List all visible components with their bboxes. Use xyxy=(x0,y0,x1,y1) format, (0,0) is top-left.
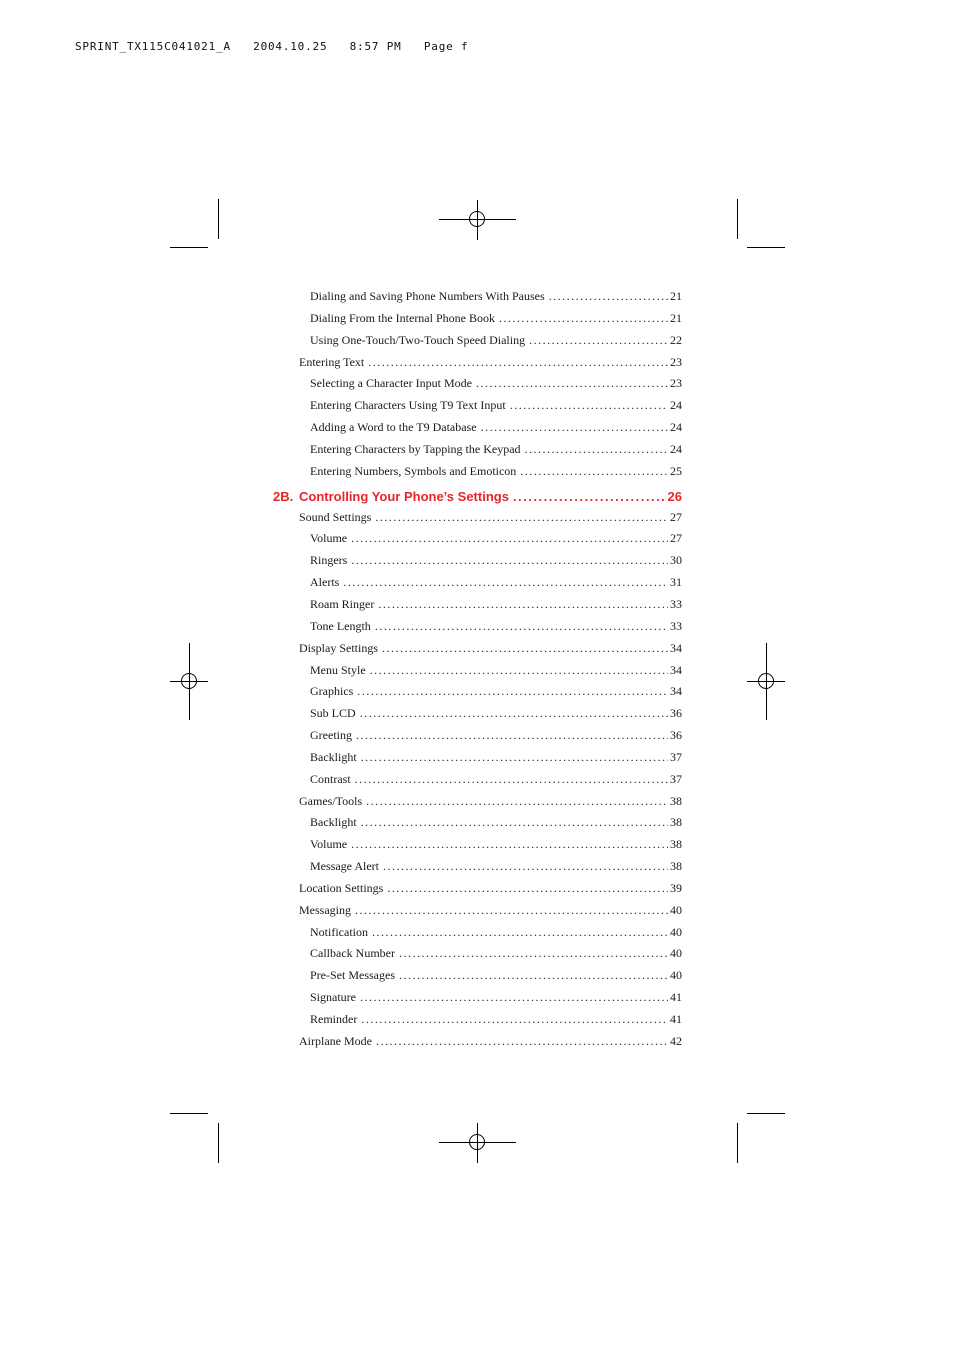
toc-subentry[interactable] xyxy=(273,528,682,550)
toc-page-number: 38 xyxy=(670,793,682,808)
toc-entry-title: Tone Length xyxy=(310,618,371,633)
toc-entry-title: Callback Number xyxy=(310,946,395,961)
toc-subentry[interactable] xyxy=(273,943,682,965)
dot-leader xyxy=(375,507,668,529)
toc-page-number: 33 xyxy=(670,596,682,611)
toc-subentry[interactable] xyxy=(273,834,682,856)
toc-entry-title: Entering Text xyxy=(299,354,365,369)
toc-page-number: 26 xyxy=(667,488,682,504)
toc-page-number: 40 xyxy=(670,902,682,917)
dot-leader xyxy=(360,987,668,1009)
toc-subentry[interactable] xyxy=(273,550,682,572)
toc-page-number: 39 xyxy=(670,880,682,895)
toc-entry-title: Notification xyxy=(310,924,368,939)
toc-page-number: 41 xyxy=(670,1012,682,1026)
dot-leader xyxy=(549,286,668,308)
dot-leader xyxy=(481,417,668,439)
dot-leader xyxy=(361,747,668,769)
dot-leader xyxy=(357,681,668,703)
toc-section-text: Controlling Your Phone’s Settings xyxy=(299,488,509,504)
toc-subentry[interactable] xyxy=(273,681,682,703)
toc-subentry[interactable] xyxy=(273,769,682,791)
toc-entry-title: Games/Tools xyxy=(299,793,363,808)
toc-entry-title: Backlight xyxy=(310,815,357,830)
toc-page-number: 21 xyxy=(670,289,682,303)
toc-page-number: 30 xyxy=(670,553,682,568)
toc-entry[interactable] xyxy=(273,352,682,374)
dot-leader xyxy=(351,834,668,856)
toc-entry-title: Adding a Word to the T9 Database xyxy=(310,420,477,435)
toc-entry-title: Entering Characters by Tapping the Keypad xyxy=(310,441,521,456)
toc-subentry[interactable] xyxy=(273,747,682,769)
table-of-contents xyxy=(273,286,682,1053)
dot-leader xyxy=(399,965,668,987)
toc-entry-title: Entering Characters Using T9 Text Input xyxy=(310,398,506,413)
toc-entry[interactable] xyxy=(273,638,682,660)
toc-page-number: 25 xyxy=(670,463,682,478)
toc-entry[interactable] xyxy=(273,878,682,900)
toc-entry-title: Greeting xyxy=(310,728,352,743)
toc-subentry[interactable] xyxy=(273,594,682,616)
toc-page-number: 41 xyxy=(670,990,682,1005)
dot-leader xyxy=(529,330,668,352)
dot-leader xyxy=(383,856,668,878)
toc-subentry[interactable] xyxy=(273,987,682,1009)
toc-page-number: 38 xyxy=(670,837,682,852)
toc-page-number: 42 xyxy=(670,1033,682,1048)
toc-entry[interactable] xyxy=(273,507,682,529)
dot-leader xyxy=(476,373,668,395)
toc-page-number: 34 xyxy=(670,684,682,699)
dot-leader xyxy=(355,900,668,922)
toc-entry-title: Backlight xyxy=(310,749,357,764)
toc-subentry[interactable] xyxy=(273,373,682,395)
toc-entry-title: Contrast xyxy=(310,771,351,786)
dot-leader xyxy=(356,725,668,747)
toc-entry-title: Dialing From the Internal Phone Book xyxy=(310,310,495,325)
toc-entry-title: Dialing and Saving Phone Numbers With Pauses xyxy=(310,289,545,303)
toc-entry-title: Selecting a Character Input Mode xyxy=(310,376,472,391)
toc-subentry[interactable] xyxy=(273,616,682,638)
toc-subentry[interactable] xyxy=(273,965,682,987)
dot-leader xyxy=(387,878,668,900)
toc-page-number: 38 xyxy=(670,815,682,830)
dot-leader xyxy=(355,769,668,791)
dot-leader xyxy=(520,461,668,483)
toc-entry-title: Menu Style xyxy=(310,662,366,677)
toc-entry-title: Messaging xyxy=(299,902,351,917)
toc-page-number: 22 xyxy=(670,332,682,347)
dot-leader xyxy=(510,395,668,417)
toc-subentry[interactable] xyxy=(273,725,682,747)
toc-entry-title: Graphics xyxy=(310,684,354,699)
dot-leader xyxy=(361,1009,668,1031)
toc-page-number: 38 xyxy=(670,859,682,874)
toc-entry-title: Using One-Touch/Two-Touch Speed Dialing xyxy=(310,332,526,347)
toc-page-number: 36 xyxy=(670,728,682,743)
toc-page-number: 24 xyxy=(670,398,682,413)
dot-leader xyxy=(368,352,668,374)
toc-entry-title: Roam Ringer xyxy=(310,596,375,611)
dot-leader xyxy=(399,943,668,965)
toc-entry-title: Ringers xyxy=(310,553,348,568)
toc-entry-title: Entering Numbers, Symbols and Emoticon xyxy=(310,463,517,478)
dot-leader xyxy=(376,1031,668,1053)
toc-entry-title: Reminder xyxy=(310,1012,358,1026)
toc-subentry[interactable] xyxy=(273,703,682,725)
toc-subentry[interactable] xyxy=(273,461,682,483)
toc-subentry[interactable] xyxy=(273,439,682,461)
dot-leader xyxy=(499,308,668,330)
toc-page-number: 23 xyxy=(670,354,682,369)
toc-page-number: 33 xyxy=(670,618,682,633)
toc-entry[interactable] xyxy=(273,900,682,922)
toc-subentry[interactable] xyxy=(273,572,682,594)
toc-page-number: 27 xyxy=(670,531,682,546)
toc-section-number: 2B. xyxy=(273,488,294,504)
toc-page-number: 23 xyxy=(670,376,682,391)
toc-entry-title: Sound Settings xyxy=(299,509,372,524)
toc-entry-title: Alerts xyxy=(310,575,340,590)
toc-page-number: 34 xyxy=(670,662,682,677)
dot-leader xyxy=(372,922,668,944)
toc-entry-title: Display Settings xyxy=(299,640,379,655)
toc-page-number: 40 xyxy=(670,946,682,961)
print-slug: SPRINT_TX115C041021_A 2004.10.25 8:57 PM Page f xyxy=(75,40,469,53)
toc-entry-title: Message Alert xyxy=(310,859,379,874)
toc-entry-title: Location Settings xyxy=(299,880,384,895)
toc-page-number: 34 xyxy=(670,640,682,655)
toc-entry-title: Volume xyxy=(310,837,348,852)
toc-subentry[interactable] xyxy=(273,286,682,308)
toc-entry-title: Pre-Set Messages xyxy=(310,968,395,983)
toc-page-number: 37 xyxy=(670,771,682,786)
toc-page-number: 27 xyxy=(670,509,682,524)
toc-subentry[interactable] xyxy=(273,330,682,352)
toc-entry-title: Airplane Mode xyxy=(299,1033,372,1048)
toc-entry-title: Sub LCD xyxy=(310,706,356,721)
dot-leader xyxy=(366,791,668,813)
dot-leader xyxy=(343,572,668,594)
toc-subentry[interactable] xyxy=(273,922,682,944)
toc-page-number: 40 xyxy=(670,924,682,939)
toc-page-number: 40 xyxy=(670,968,682,983)
toc-page-number: 24 xyxy=(670,420,682,435)
toc-subentry[interactable] xyxy=(273,660,682,682)
toc-subentry[interactable] xyxy=(273,856,682,878)
dot-leader xyxy=(375,616,668,638)
dot-leader xyxy=(361,812,668,834)
dot-leader xyxy=(378,594,668,616)
toc-page-number: 21 xyxy=(670,310,682,325)
dot-leader xyxy=(370,660,668,682)
dot-leader xyxy=(382,638,668,660)
toc-subentry[interactable] xyxy=(273,812,682,834)
toc-entry[interactable] xyxy=(273,1031,682,1053)
dot-leader xyxy=(351,528,668,550)
toc-entry[interactable] xyxy=(273,791,682,813)
toc-page-number: 24 xyxy=(670,441,682,456)
toc-subentry[interactable] xyxy=(273,1009,682,1031)
dot-leader xyxy=(360,703,668,725)
toc-page-number: 31 xyxy=(670,575,682,590)
toc-entry-title: Signature xyxy=(310,990,356,1005)
toc-subentry[interactable] xyxy=(273,417,682,439)
dot-leader xyxy=(351,550,668,572)
toc-subentry[interactable] xyxy=(273,308,682,330)
toc-page-number: 37 xyxy=(670,749,682,764)
toc-page-number: 36 xyxy=(670,706,682,721)
toc-subentry[interactable] xyxy=(273,395,682,417)
toc-entry-title: Volume xyxy=(310,531,348,546)
dot-leader xyxy=(525,439,668,461)
